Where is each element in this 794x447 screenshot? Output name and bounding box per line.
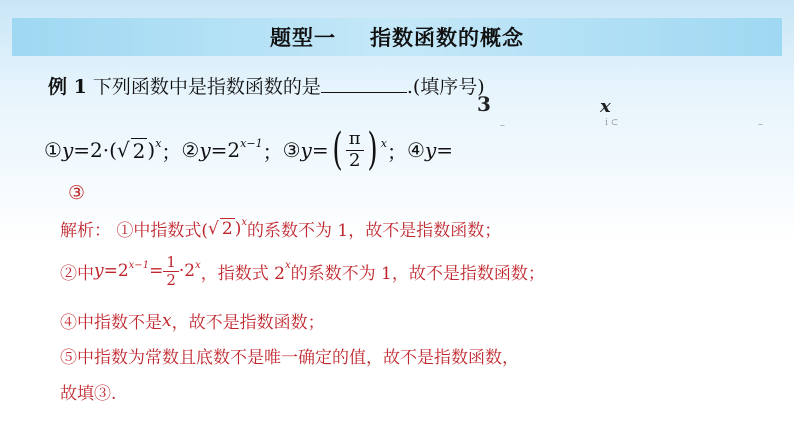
solution-line-4: ⑤中指数为常数且底数不是唯一确定的值，故不是指数函数，: [60, 348, 519, 368]
option-4-y: y: [424, 138, 437, 162]
option-4-eq: =: [436, 138, 454, 162]
question-suffix: .(填序号): [406, 76, 485, 98]
sol-3-x: x: [162, 310, 172, 331]
option-3-fraction: [346, 129, 364, 171]
question-line: [48, 72, 485, 99]
option-1-exp: x: [155, 136, 162, 150]
fragment-three: 3: [477, 92, 491, 116]
option-3-sep: ；: [387, 139, 407, 164]
sol-1-close: ): [234, 218, 242, 239]
answer-blank: [321, 74, 407, 93]
sol-2-den: 2: [166, 270, 176, 289]
question-label: 例 1: [48, 76, 87, 98]
sol-3-a: ④中指数不是: [60, 313, 162, 333]
sol-2-f: 的系数不为 1，故不是指数函数；: [290, 263, 545, 284]
option-1-eq: =2·(: [73, 138, 117, 162]
section-title: 指数函数的概念: [370, 26, 524, 50]
option-4-label: ④: [407, 138, 425, 162]
sol-2-num: 1: [163, 254, 179, 272]
option-3-exp: x: [380, 136, 387, 150]
sol-2-c: =: [149, 261, 164, 281]
fragment-x: x: [600, 96, 611, 117]
sol-1-a: 解析： ①中指数式(: [60, 221, 209, 241]
sol-1-sqrt: √: [208, 218, 219, 239]
sol-1-b: 的系数不为 1，故不是指数函数；: [247, 221, 502, 241]
option-3-y: y: [300, 138, 312, 162]
option-1-sep: ；: [161, 139, 182, 164]
option-1-y: y: [61, 138, 74, 162]
solution-line-2: [60, 254, 545, 288]
section-number: 题型一: [270, 26, 336, 50]
right-paren: ): [367, 124, 378, 175]
option-1-label: ①: [44, 138, 62, 162]
sol-2-exp: x−1: [128, 259, 150, 271]
option-3-den: 2: [348, 149, 361, 171]
sol-2-b: =2: [103, 261, 129, 281]
sol-2-e: ，指数式 2: [200, 263, 285, 284]
fragment-small: i ⊂: [605, 118, 619, 128]
sol-2-exp3: x: [284, 259, 291, 271]
option-2-label: ②: [181, 138, 200, 162]
option-2-exp: x−1: [240, 136, 263, 150]
option-2-sep: ；: [262, 139, 283, 164]
sol-2-a: ②中: [60, 263, 94, 284]
solution-line-5: 故填③.: [60, 384, 117, 404]
sol-3-b: ，故不是指数函数；: [171, 313, 325, 333]
option-2-y: y: [199, 138, 211, 162]
option-3-eq: =: [311, 138, 329, 162]
sol-1-exp: x: [241, 217, 247, 228]
sol-2-exp2: x: [195, 259, 201, 271]
sol-1-radicand: 2: [221, 219, 233, 239]
option-3-num: π: [346, 129, 364, 151]
fragment-dash: –: [500, 120, 505, 131]
solution-line-1: [60, 216, 501, 241]
option-1-close: ): [147, 138, 156, 162]
sol-2-d: ·2: [178, 261, 196, 281]
answer-text: ③: [68, 182, 86, 204]
solution-line-3: [60, 308, 325, 333]
left-paren: (: [332, 124, 343, 175]
section-title-bar: [12, 18, 782, 56]
sol-2-fraction: [163, 254, 179, 288]
option-2-eq: =2: [210, 138, 241, 162]
sqrt-sign: √: [116, 138, 130, 162]
fragment-bar: –: [758, 119, 763, 130]
question-text: 下列函数中是指数函数的是: [92, 76, 321, 98]
option-3-label: ③: [282, 138, 301, 162]
option-1-radicand: 2: [132, 138, 146, 163]
sol-2-y: y: [94, 261, 104, 281]
options-line: [44, 124, 454, 175]
